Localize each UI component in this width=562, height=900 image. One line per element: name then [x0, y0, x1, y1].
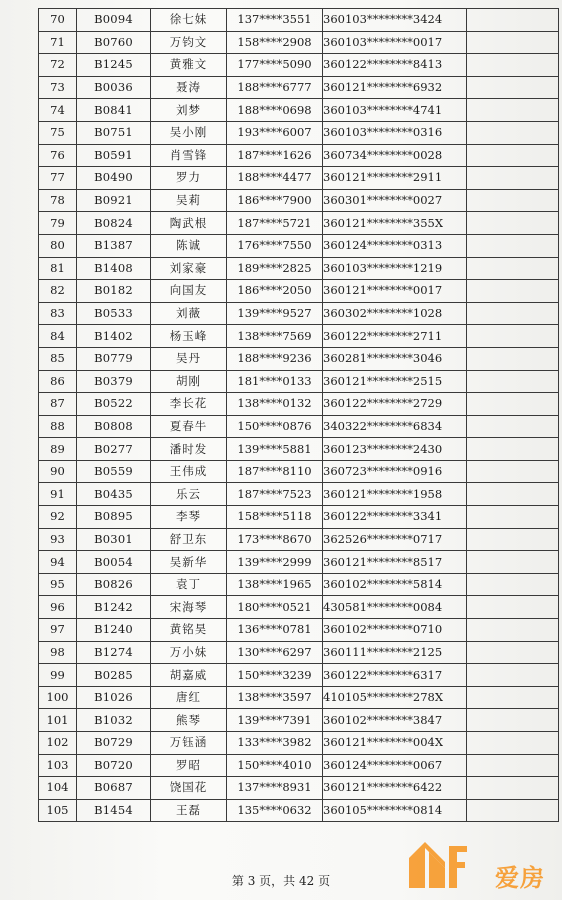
table-row	[39, 596, 559, 619]
blank-cell	[467, 754, 559, 777]
applicant-code: B0826	[77, 573, 151, 596]
table-row	[39, 777, 559, 800]
row-number: 84	[39, 325, 77, 348]
table-row	[39, 31, 559, 54]
applicant-code: B0285	[77, 664, 151, 687]
blank-cell	[467, 76, 559, 99]
table-row	[39, 76, 559, 99]
phone-number: 138****1965	[227, 573, 323, 596]
row-number: 97	[39, 619, 77, 642]
id-number: 340322********6834	[323, 415, 467, 438]
blank-cell	[467, 31, 559, 54]
applicant-name: 潘时发	[151, 438, 227, 461]
blank-cell	[467, 370, 559, 393]
row-number: 72	[39, 54, 77, 77]
phone-number: 193****6007	[227, 121, 323, 144]
blank-cell	[467, 167, 559, 190]
applicant-name: 熊琴	[151, 709, 227, 732]
blank-cell	[467, 573, 559, 596]
applicant-code: B0824	[77, 212, 151, 235]
phone-number: 180****0521	[227, 596, 323, 619]
id-number: 360122********2711	[323, 325, 467, 348]
phone-number: 150****3239	[227, 664, 323, 687]
applicant-code: B0533	[77, 302, 151, 325]
applicant-code: B1026	[77, 686, 151, 709]
table-row	[39, 619, 559, 642]
applicant-name: 吴小刚	[151, 121, 227, 144]
table-row	[39, 99, 559, 122]
id-number: 430581********0084	[323, 596, 467, 619]
applicant-name: 李长花	[151, 393, 227, 416]
phone-number: 133****3982	[227, 732, 323, 755]
applicant-code: B0054	[77, 551, 151, 574]
applicant-code: B0687	[77, 777, 151, 800]
phone-number: 138****7569	[227, 325, 323, 348]
row-number: 94	[39, 551, 77, 574]
roster-table	[38, 8, 559, 822]
id-number: 360122********2729	[323, 393, 467, 416]
applicant-code: B0841	[77, 99, 151, 122]
applicant-code: B0720	[77, 754, 151, 777]
table-row	[39, 641, 559, 664]
row-number: 76	[39, 144, 77, 167]
table-row	[39, 506, 559, 529]
applicant-code: B0522	[77, 393, 151, 416]
row-number: 103	[39, 754, 77, 777]
id-number: 360121********2515	[323, 370, 467, 393]
id-number: 360103********3424	[323, 9, 467, 32]
applicant-code: B0094	[77, 9, 151, 32]
applicant-code: B1454	[77, 799, 151, 822]
aifang-watermark-logo	[405, 832, 555, 892]
blank-cell	[467, 506, 559, 529]
phone-number: 173****8670	[227, 528, 323, 551]
id-number: 362526********0717	[323, 528, 467, 551]
row-number: 80	[39, 234, 77, 257]
id-number: 360102********0710	[323, 619, 467, 642]
applicant-name: 刘薇	[151, 302, 227, 325]
id-number: 360122********3341	[323, 506, 467, 529]
applicant-code: B0808	[77, 415, 151, 438]
row-number: 73	[39, 76, 77, 99]
row-number: 102	[39, 732, 77, 755]
row-number: 98	[39, 641, 77, 664]
blank-cell	[467, 325, 559, 348]
id-number: 360301********0027	[323, 189, 467, 212]
phone-number: 137****3551	[227, 9, 323, 32]
id-number: 360122********6317	[323, 664, 467, 687]
id-number: 360103********0316	[323, 121, 467, 144]
phone-number: 150****0876	[227, 415, 323, 438]
applicant-code: B0921	[77, 189, 151, 212]
id-number: 360103********0017	[323, 31, 467, 54]
phone-number: 139****9527	[227, 302, 323, 325]
row-number: 93	[39, 528, 77, 551]
applicant-code: B0379	[77, 370, 151, 393]
blank-cell	[467, 551, 559, 574]
table-row	[39, 144, 559, 167]
applicant-name: 王伟成	[151, 460, 227, 483]
id-number: 360111********2125	[323, 641, 467, 664]
id-number: 360121********8517	[323, 551, 467, 574]
applicant-code: B1032	[77, 709, 151, 732]
phone-number: 135****0632	[227, 799, 323, 822]
phone-number: 137****8931	[227, 777, 323, 800]
applicant-name: 吴新华	[151, 551, 227, 574]
phone-number: 189****2825	[227, 257, 323, 280]
row-number: 90	[39, 460, 77, 483]
applicant-name: 聂涛	[151, 76, 227, 99]
blank-cell	[467, 438, 559, 461]
phone-number: 188****0698	[227, 99, 323, 122]
applicant-name: 徐七妹	[151, 9, 227, 32]
table-row	[39, 370, 559, 393]
row-number: 104	[39, 777, 77, 800]
applicant-name: 饶国花	[151, 777, 227, 800]
phone-number: 139****5881	[227, 438, 323, 461]
applicant-name: 黄雅文	[151, 54, 227, 77]
table-row	[39, 664, 559, 687]
applicant-name: 黄铭昊	[151, 619, 227, 642]
id-number: 360105********0814	[323, 799, 467, 822]
applicant-name: 吴丹	[151, 347, 227, 370]
table-row	[39, 325, 559, 348]
applicant-code: B1240	[77, 619, 151, 642]
row-number: 100	[39, 686, 77, 709]
applicant-code: B0779	[77, 347, 151, 370]
applicant-code: B0182	[77, 280, 151, 303]
table-row	[39, 732, 559, 755]
blank-cell	[467, 257, 559, 280]
applicant-code: B1408	[77, 257, 151, 280]
applicant-code: B0301	[77, 528, 151, 551]
table-row	[39, 54, 559, 77]
phone-number: 186****7900	[227, 189, 323, 212]
row-number: 78	[39, 189, 77, 212]
table-row	[39, 121, 559, 144]
blank-cell	[467, 54, 559, 77]
applicant-code: B1387	[77, 234, 151, 257]
row-number: 75	[39, 121, 77, 144]
table-row	[39, 415, 559, 438]
blank-cell	[467, 347, 559, 370]
phone-number: 187****7523	[227, 483, 323, 506]
id-number: 360121********004X	[323, 732, 467, 755]
table-row	[39, 460, 559, 483]
applicant-name: 王磊	[151, 799, 227, 822]
blank-cell	[467, 234, 559, 257]
phone-number: 187****1626	[227, 144, 323, 167]
applicant-code: B0435	[77, 483, 151, 506]
id-number: 360723********0916	[323, 460, 467, 483]
applicant-code: B1402	[77, 325, 151, 348]
phone-number: 130****6297	[227, 641, 323, 664]
applicant-code: B0729	[77, 732, 151, 755]
applicant-name: 陶武根	[151, 212, 227, 235]
blank-cell	[467, 460, 559, 483]
watermark-text: 爱房	[495, 864, 545, 892]
applicant-name: 夏春牛	[151, 415, 227, 438]
phone-number: 186****2050	[227, 280, 323, 303]
blank-cell	[467, 144, 559, 167]
applicant-name: 唐红	[151, 686, 227, 709]
id-number: 360121********0017	[323, 280, 467, 303]
applicant-code: B1274	[77, 641, 151, 664]
row-number: 81	[39, 257, 77, 280]
blank-cell	[467, 777, 559, 800]
applicant-name: 乐云	[151, 483, 227, 506]
applicant-name: 肖雪锋	[151, 144, 227, 167]
blank-cell	[467, 212, 559, 235]
applicant-code: B0751	[77, 121, 151, 144]
applicant-code: B1242	[77, 596, 151, 619]
table-row	[39, 709, 559, 732]
blank-cell	[467, 686, 559, 709]
blank-cell	[467, 799, 559, 822]
id-number: 410105********278X	[323, 686, 467, 709]
blank-cell	[467, 483, 559, 506]
phone-number: 150****4010	[227, 754, 323, 777]
row-number: 86	[39, 370, 77, 393]
row-number: 87	[39, 393, 77, 416]
id-number: 360121********355X	[323, 212, 467, 235]
id-number: 360121********1958	[323, 483, 467, 506]
table-row	[39, 754, 559, 777]
id-number: 360121********6932	[323, 76, 467, 99]
applicant-name: 杨玉峰	[151, 325, 227, 348]
applicant-name: 陈诚	[151, 234, 227, 257]
applicant-name: 万钧文	[151, 31, 227, 54]
applicant-name: 吴莉	[151, 189, 227, 212]
blank-cell	[467, 709, 559, 732]
phone-number: 136****0781	[227, 619, 323, 642]
phone-number: 139****2999	[227, 551, 323, 574]
table-row	[39, 551, 559, 574]
phone-number: 181****0133	[227, 370, 323, 393]
row-number: 101	[39, 709, 77, 732]
phone-number: 158****2908	[227, 31, 323, 54]
applicant-name: 胡嘉威	[151, 664, 227, 687]
table-row	[39, 573, 559, 596]
row-number: 99	[39, 664, 77, 687]
blank-cell	[467, 641, 559, 664]
table-row	[39, 799, 559, 822]
table-row	[39, 686, 559, 709]
row-number: 82	[39, 280, 77, 303]
id-number: 360103********4741	[323, 99, 467, 122]
applicant-name: 胡刚	[151, 370, 227, 393]
applicant-name: 万钰涵	[151, 732, 227, 755]
applicant-code: B1245	[77, 54, 151, 77]
applicant-name: 宋海琴	[151, 596, 227, 619]
applicant-name: 万小妹	[151, 641, 227, 664]
table-row	[39, 438, 559, 461]
applicant-code: B0760	[77, 31, 151, 54]
blank-cell	[467, 121, 559, 144]
id-number: 360124********0313	[323, 234, 467, 257]
house-logo-icon	[405, 832, 495, 892]
row-number: 91	[39, 483, 77, 506]
row-number: 74	[39, 99, 77, 122]
applicant-name: 李琴	[151, 506, 227, 529]
applicant-name: 袁丁	[151, 573, 227, 596]
row-number: 88	[39, 415, 77, 438]
id-number: 360302********1028	[323, 302, 467, 325]
id-number: 360102********3847	[323, 709, 467, 732]
table-row	[39, 257, 559, 280]
blank-cell	[467, 528, 559, 551]
row-number: 85	[39, 347, 77, 370]
table-row	[39, 528, 559, 551]
row-number: 77	[39, 167, 77, 190]
applicant-code: B0036	[77, 76, 151, 99]
applicant-code: B0591	[77, 144, 151, 167]
id-number: 360123********2430	[323, 438, 467, 461]
blank-cell	[467, 302, 559, 325]
blank-cell	[467, 99, 559, 122]
table-row	[39, 9, 559, 32]
blank-cell	[467, 415, 559, 438]
table-row	[39, 483, 559, 506]
row-number: 105	[39, 799, 77, 822]
blank-cell	[467, 280, 559, 303]
id-number: 360734********0028	[323, 144, 467, 167]
blank-cell	[467, 664, 559, 687]
blank-cell	[467, 189, 559, 212]
table-row	[39, 167, 559, 190]
phone-number: 188****4477	[227, 167, 323, 190]
applicant-code: B0490	[77, 167, 151, 190]
id-number: 360121********6422	[323, 777, 467, 800]
blank-cell	[467, 619, 559, 642]
row-number: 89	[39, 438, 77, 461]
table-row	[39, 280, 559, 303]
applicant-name: 舒卫东	[151, 528, 227, 551]
blank-cell	[467, 596, 559, 619]
phone-number: 138****3597	[227, 686, 323, 709]
table-row	[39, 393, 559, 416]
blank-cell	[467, 393, 559, 416]
row-number: 96	[39, 596, 77, 619]
blank-cell	[467, 9, 559, 32]
row-number: 83	[39, 302, 77, 325]
row-number: 70	[39, 9, 77, 32]
phone-number: 187****5721	[227, 212, 323, 235]
id-number: 360121********2911	[323, 167, 467, 190]
phone-number: 139****7391	[227, 709, 323, 732]
id-number: 360102********5814	[323, 573, 467, 596]
roster-table-body	[39, 9, 559, 822]
row-number: 95	[39, 573, 77, 596]
phone-number: 176****7550	[227, 234, 323, 257]
applicant-name: 向国友	[151, 280, 227, 303]
table-row	[39, 302, 559, 325]
id-number: 360122********8413	[323, 54, 467, 77]
row-number: 92	[39, 506, 77, 529]
phone-number: 138****0132	[227, 393, 323, 416]
applicant-code: B0559	[77, 460, 151, 483]
id-number: 360124********0067	[323, 754, 467, 777]
table-row	[39, 234, 559, 257]
phone-number: 188****9236	[227, 347, 323, 370]
row-number: 71	[39, 31, 77, 54]
id-number: 360281********3046	[323, 347, 467, 370]
applicant-name: 刘家豪	[151, 257, 227, 280]
applicant-name: 罗昭	[151, 754, 227, 777]
page-footer: 第 3 页，共 42 页	[231, 874, 331, 888]
applicant-name: 罗力	[151, 167, 227, 190]
applicant-code: B0277	[77, 438, 151, 461]
applicant-name: 刘梦	[151, 99, 227, 122]
table-row	[39, 347, 559, 370]
applicant-code: B0895	[77, 506, 151, 529]
phone-number: 177****5090	[227, 54, 323, 77]
row-number: 79	[39, 212, 77, 235]
phone-number: 188****6777	[227, 76, 323, 99]
table-row	[39, 212, 559, 235]
phone-number: 158****5118	[227, 506, 323, 529]
phone-number: 187****8110	[227, 460, 323, 483]
blank-cell	[467, 732, 559, 755]
table-row	[39, 189, 559, 212]
id-number: 360103********1219	[323, 257, 467, 280]
